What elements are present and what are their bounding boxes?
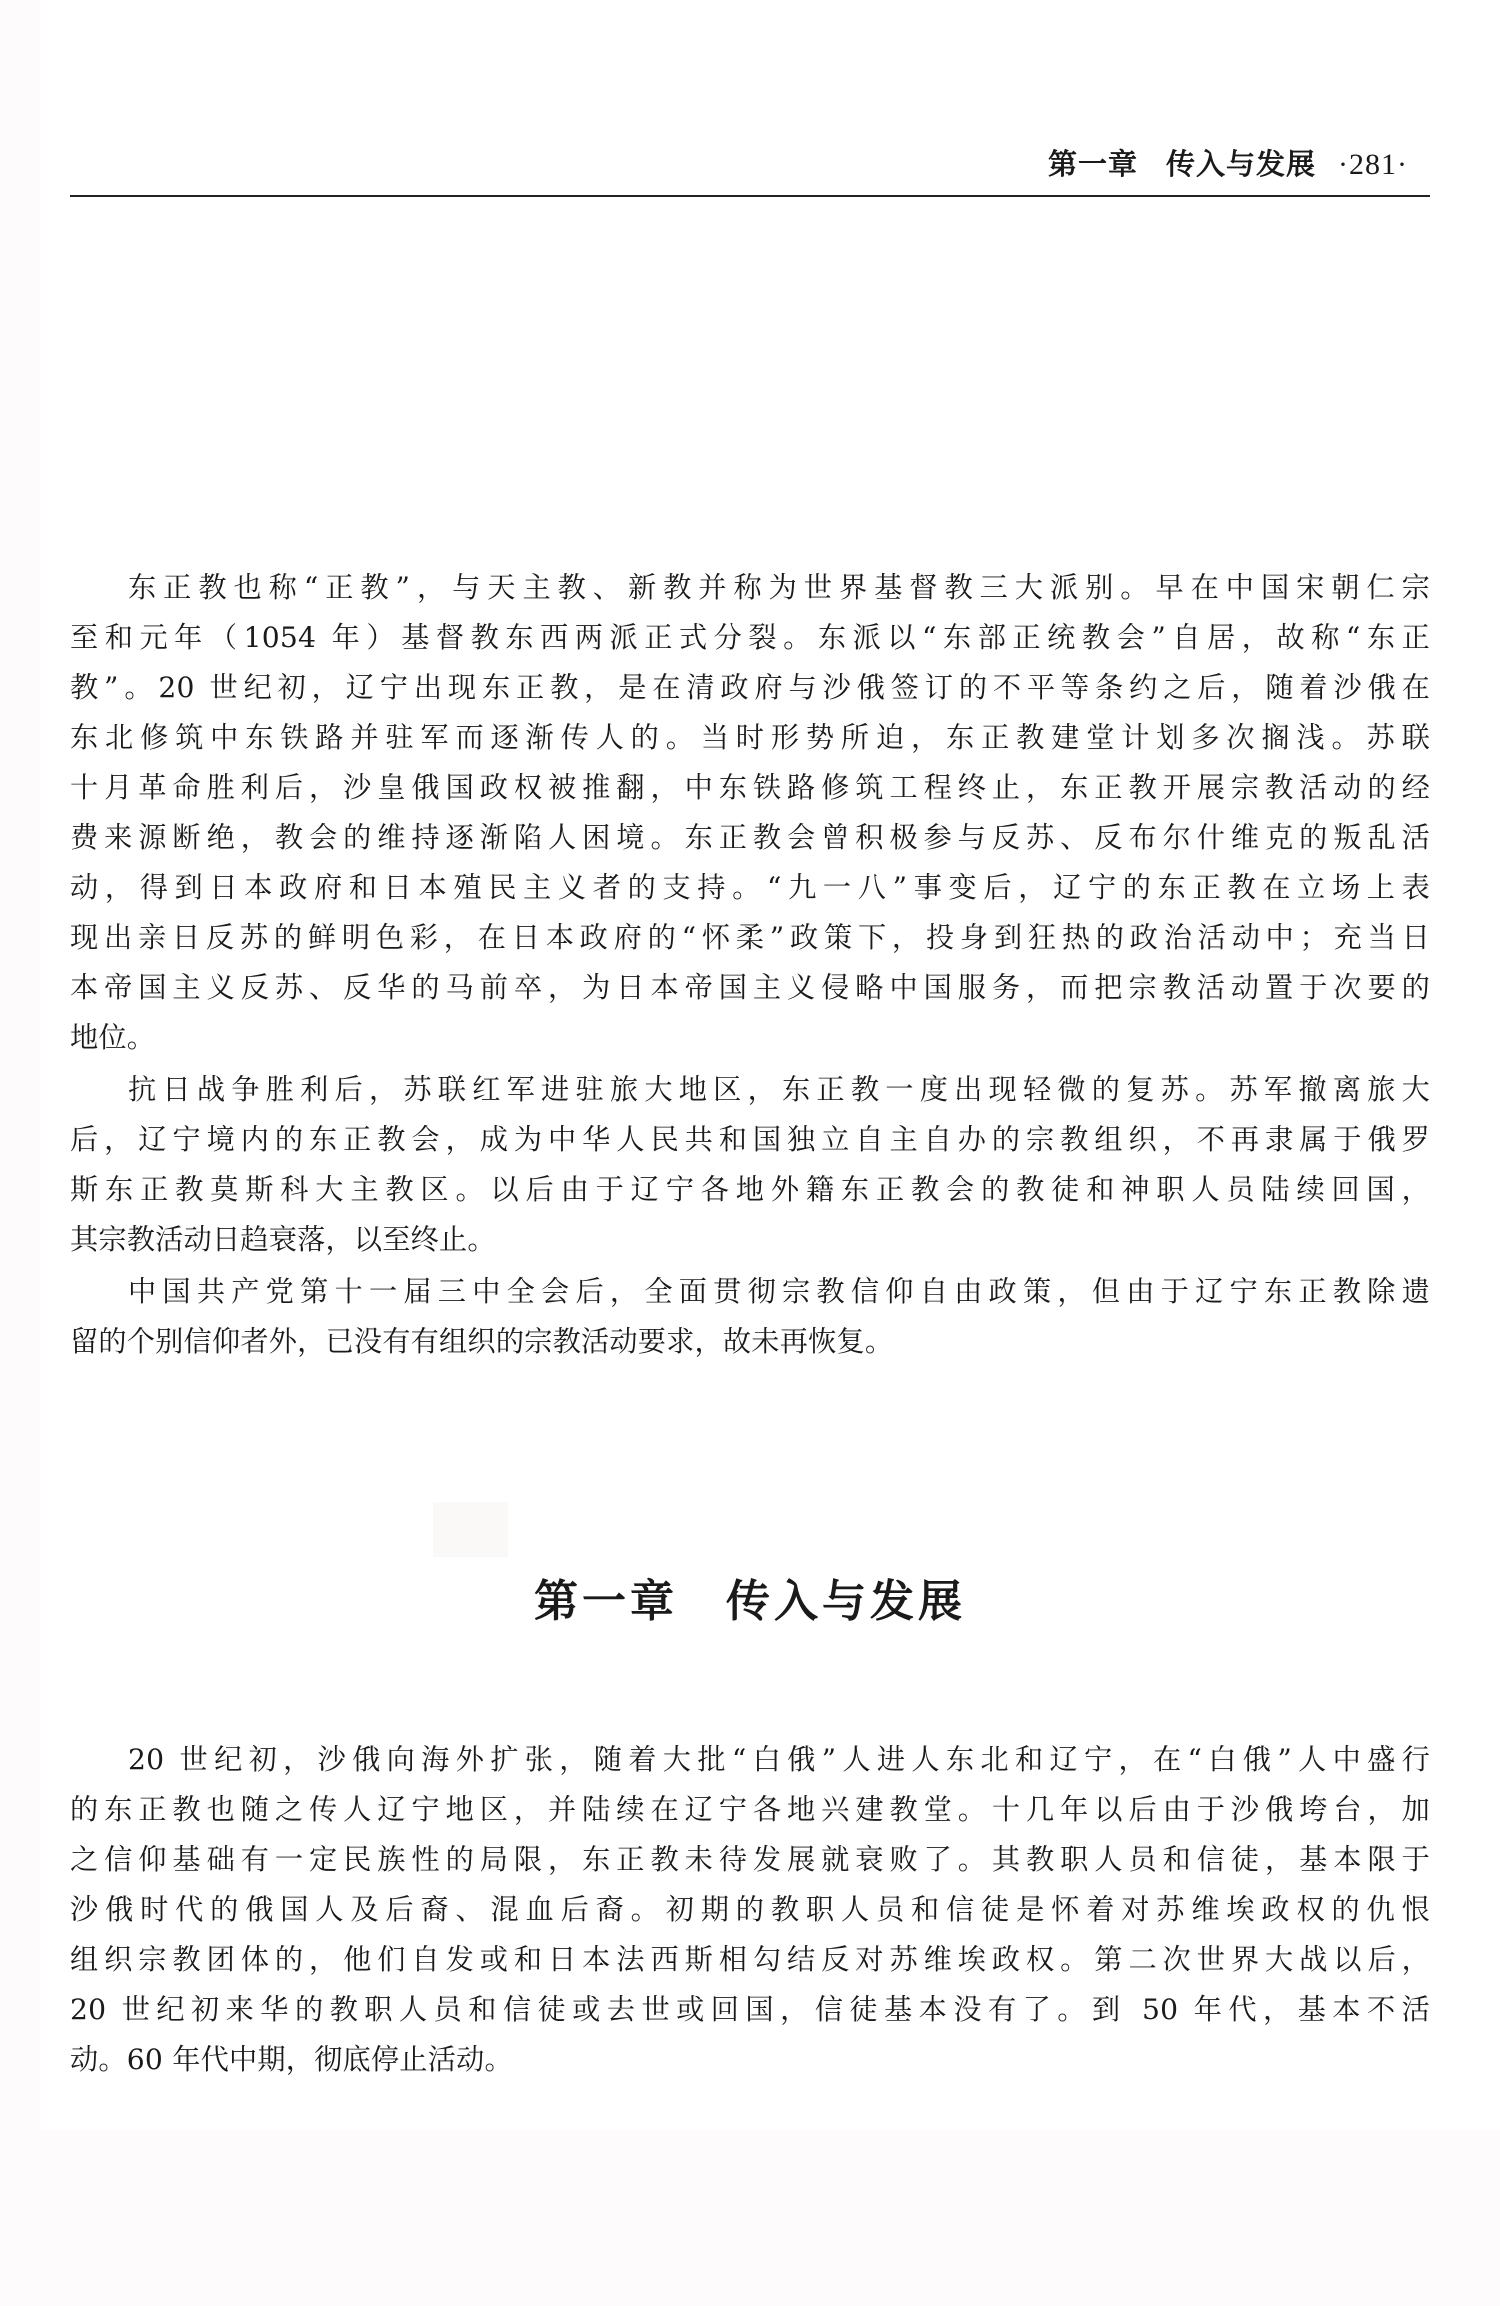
text-line: 20 世纪初，沙俄向海外扩张，随着大批“白俄”人进人东北和辽宁，在“白俄”人中盛行 xyxy=(128,1743,1430,1776)
paragraph xyxy=(70,1267,1430,1367)
text-line: 东北修筑中东铁路并驻军而逐渐传人的。当时形势所迫，东正教建堂计划多次搁浅。苏联 xyxy=(70,721,1430,754)
text-line: 20 世纪初来华的教职人员和信徒或去世或回国，信徒基本没有了。到 50 年代，基本不活 xyxy=(70,1993,1430,2026)
text-line: 中国共产党第十一届三中全会后，全面贯彻宗教信仰自由政策，但由于辽宁东正教除遗 xyxy=(128,1275,1430,1308)
paragraph xyxy=(70,1065,1430,1265)
chapter-body xyxy=(70,1735,1430,2087)
text-line: 组织宗教团体的，他们自发或和日本法西斯相勾结反对苏维埃政权。第二次世界大战以后， xyxy=(70,1943,1430,1976)
intro-section xyxy=(70,563,1430,1369)
text-line: 抗日战争胜利后，苏联红军进驻旅大地区，东正教一度出现轻微的复苏。苏军撤离旅大 xyxy=(128,1073,1430,1106)
chapter-title xyxy=(0,1565,1500,1629)
running-header-title: 传入与发展 xyxy=(1166,147,1317,181)
text-line: 本帝国主义反苏、反华的马前卒，为日本帝国主义侵略中国服务，而把宗教活动置于次要的 xyxy=(70,971,1430,1004)
text-line: 沙俄时代的俄国人及后裔、混血后裔。初期的教职人员和信徒是怀着对苏维埃政权的仇恨 xyxy=(70,1893,1430,1926)
running-header xyxy=(1048,142,1408,183)
text-line: 教”。20 世纪初，辽宁出现东正教，是在清政府与沙俄签订的不平等条约之后，随着沙俄在 xyxy=(70,671,1430,704)
text-line: 至和元年（1054 年）基督教东西两派正式分裂。东派以“东部正统教会”自居，故称“东正 xyxy=(70,621,1430,654)
text-line: 费来源断绝，教会的维持逐渐陷人困境。东正教会曾积极参与反苏、反布尔什维克的叛乱活 xyxy=(70,821,1430,854)
text-line: 现出亲日反苏的鲜明色彩，在日本政府的“怀柔”政策下，投身到狂热的政治活动中；充当日 xyxy=(70,921,1430,954)
text-line: 后，辽宁境内的东正教会，成为中华人民共和国独立自主自办的宗教组织，不再隶属于俄罗 xyxy=(70,1123,1430,1156)
text-line: 十月革命胜利后，沙皇俄国政权被推翻，中东铁路修筑工程终止，东正教开展宗教活动的经 xyxy=(70,771,1430,804)
chapter-number: 第一章 xyxy=(534,1576,678,1627)
text-line: 斯东正教莫斯科大主教区。以后由于辽宁各地外籍东正教会的教徒和神职人员陆续回国， xyxy=(70,1173,1430,1206)
text-line: 东正教也称“正教”，与天主教、新教并称为世界基督教三大派别。早在中国宋朝仁宗 xyxy=(128,571,1430,604)
chapter-name: 传入与发展 xyxy=(726,1576,966,1627)
text-line: 的东正教也随之传人辽宁地区，并陆续在辽宁各地兴建教堂。十几年以后由于沙俄垮台，加 xyxy=(70,1793,1430,1826)
text-line: 动，得到日本政府和日本殖民主义者的支持。“九一八”事变后，辽宁的东正教在立场上表 xyxy=(70,871,1430,904)
text-line: 之信仰基础有一定民族性的局限，东正教未待发展就衰败了。其教职人员和信徒，基本限于 xyxy=(70,1843,1430,1876)
paragraph xyxy=(70,1735,1430,2085)
paragraph xyxy=(70,563,1430,1063)
text-line: 地位。 xyxy=(70,1021,156,1054)
running-header-chapter: 第一章 xyxy=(1047,147,1138,181)
header-rule xyxy=(70,195,1430,197)
text-line: 留的个别信仰者外，已没有有组织的宗教活动要求，故未再恢复。 xyxy=(70,1325,894,1358)
text-line: 其宗教活动日趋衰落，以至终止。 xyxy=(70,1223,496,1256)
text-line: 动。60 年代中期，彻底停止活动。 xyxy=(70,2043,513,2076)
scan-artifact xyxy=(433,1502,508,1557)
page-number: ·281· xyxy=(1338,148,1408,181)
